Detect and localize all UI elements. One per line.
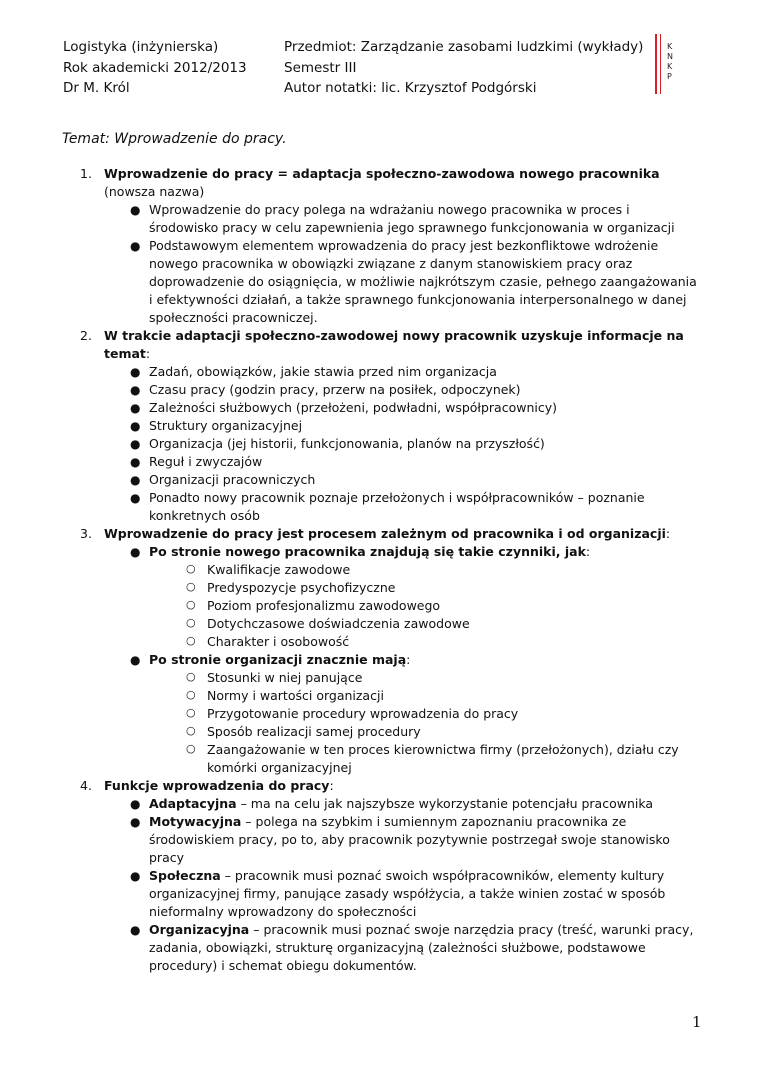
- header-left: [63, 37, 247, 99]
- circle-bullet-icon: ○: [186, 688, 196, 701]
- document-body: [0, 165, 760, 975]
- logo-letters: [667, 42, 673, 82]
- list-item: [0, 435, 760, 453]
- section-title: Funkcje wprowadzenia do pracy: [104, 778, 330, 793]
- list-item: [0, 867, 760, 921]
- list-item: [0, 381, 760, 399]
- circle-bullet-icon: ○: [186, 670, 196, 683]
- list-item-text: Predyspozycje psychofizyczne: [207, 580, 396, 595]
- section-2-heading: [0, 327, 760, 363]
- function-description: – pracownik musi poznać swoich współpracowników, elementy kultury organizacyjnej firmy, panujące zasady współżycia, a także winien zostać w sposób nieformalny wprowadzony do społeczności: [149, 868, 666, 919]
- bullet-icon: ●: [130, 203, 141, 217]
- list-item: [0, 795, 760, 813]
- section-number: 3.: [80, 526, 92, 541]
- section-title-suffix: :: [145, 346, 151, 361]
- field-of-study: Logistyka (inżynierska): [63, 39, 219, 55]
- function-term: Motywacyjna: [149, 814, 242, 829]
- lecturer: Dr M. Król: [63, 80, 130, 96]
- list-item: [0, 597, 760, 615]
- section-title-suffix: (nowsza nazwa): [104, 184, 205, 199]
- list-item: [0, 723, 760, 741]
- bullet-icon: ●: [130, 401, 141, 415]
- logo-letter: K: [667, 62, 673, 71]
- subheading-suffix: :: [406, 652, 411, 667]
- circle-bullet-icon: ○: [186, 634, 196, 647]
- list-item: [0, 399, 760, 417]
- list-item-text: Zaangażowanie w ten proces kierownictwa firmy (przełożonych), działu czy komórki organizacyjnej: [207, 742, 679, 775]
- logo-letter: N: [667, 52, 673, 61]
- function-description: – polega na szybkim i sumiennym zapoznaniu pracownika ze środowiskiem pracy, po to, aby pracownik pozytywnie postrzegał swoje stanowisko pracy: [149, 814, 670, 865]
- list-item: [0, 579, 760, 597]
- list-item: [0, 669, 760, 687]
- bullet-icon: ●: [130, 437, 141, 451]
- logo-bar-thin-icon: [660, 34, 661, 94]
- bullet-icon: ●: [130, 869, 141, 883]
- list-item: [0, 741, 760, 777]
- list-item-text: Przygotowanie procedury wprowadzenia do pracy: [207, 706, 519, 721]
- subheading-employee-side: [0, 543, 760, 561]
- list-item-text: Zadań, obowiązków, jakie stawia przed nim organizacja: [149, 364, 497, 379]
- bullet-icon: ●: [130, 545, 141, 559]
- bullet-icon: ●: [130, 419, 141, 433]
- list-item: [0, 921, 760, 975]
- section-number: 2.: [80, 328, 92, 343]
- section-number: 4.: [80, 778, 92, 793]
- section-number: 1.: [80, 166, 92, 181]
- bullet-icon: ●: [130, 455, 141, 469]
- section-title: Wprowadzenie do pracy = adaptacja społeczno-zawodowa nowego pracownika: [104, 166, 660, 181]
- list-item: [0, 471, 760, 489]
- list-item-text: Dotychczasowe doświadczenia zawodowe: [207, 616, 470, 631]
- list-item: [0, 417, 760, 435]
- logo-letter: P: [667, 72, 672, 81]
- list-item: [0, 705, 760, 723]
- bullet-icon: ●: [130, 365, 141, 379]
- section-title: Wprowadzenie do pracy jest procesem zależnym od pracownika i od organizacji: [104, 526, 666, 541]
- bullet-icon: ●: [130, 383, 141, 397]
- topic-heading: Temat: Wprowadzenie do pracy.: [62, 131, 287, 147]
- function-term: Organizacyjna: [149, 922, 250, 937]
- bullet-icon: ●: [130, 473, 141, 487]
- list-item: [0, 489, 760, 525]
- list-item-text: Struktury organizacyjnej: [149, 418, 303, 433]
- list-item-text: Charakter i osobowość: [207, 634, 350, 649]
- bullet-icon: ●: [130, 797, 141, 811]
- list-item-text: Stosunki w niej panujące: [207, 670, 363, 685]
- logo-bar-icon: [655, 34, 657, 94]
- section-4-heading: [0, 777, 760, 795]
- list-item: [0, 615, 760, 633]
- function-description: – pracownik musi poznać swoje narzędzia pracy (treść, warunki pracy, zadania, obowiązki, strukturę organizacyjną (zależności służbowe, podstawowe procedury) i schemat obiegu dokumentów.: [149, 922, 694, 973]
- circle-bullet-icon: ○: [186, 724, 196, 737]
- section-title-suffix: :: [329, 778, 334, 793]
- list-item: [0, 237, 760, 327]
- list-item-text: Podstawowym elementem wprowadzenia do pracy jest bezkonfliktowe wdrożenie nowego pracownika w obowiązki związane z danym stanowiskiem pracy oraz doprowadzenie do osiągnięcia, w możliwie najkrótszym czasie, pełnego zaangażowania i efektywności działań, a także sprawnego funkcjonowania interpersonalnego w danej społeczności pracowniczej.: [149, 238, 697, 325]
- list-item: [0, 453, 760, 471]
- circle-bullet-icon: ○: [186, 706, 196, 719]
- subject: Przedmiot: Zarządzanie zasobami ludzkimi (wykłady): [284, 39, 644, 55]
- subheading-text: Po stronie organizacji znacznie mają: [149, 652, 407, 667]
- list-item: [0, 687, 760, 705]
- list-item-text: Zależności służbowych (przełożeni, podwładni, współpracownicy): [149, 400, 557, 415]
- list-item: [0, 813, 760, 867]
- section-title: W trakcie adaptacji społeczno-zawodowej nowy pracownik uzyskuje informacje na temat: [104, 328, 684, 361]
- list-item-text: Normy i wartości organizacji: [207, 688, 384, 703]
- circle-bullet-icon: ○: [186, 616, 196, 629]
- bullet-icon: ●: [130, 923, 141, 937]
- list-item-text: Reguł i zwyczajów: [149, 454, 263, 469]
- function-term: Adaptacyjna: [149, 796, 237, 811]
- function-description: – ma na celu jak najszybsze wykorzystanie potencjału pracownika: [236, 796, 654, 811]
- subheading-organization-side: [0, 651, 760, 669]
- section-3-heading: [0, 525, 760, 543]
- section-title-suffix: :: [665, 526, 671, 541]
- bullet-icon: ●: [130, 491, 141, 505]
- circle-bullet-icon: ○: [186, 562, 196, 575]
- logo-letter: K: [667, 42, 673, 51]
- circle-bullet-icon: ○: [186, 598, 196, 611]
- page-number: 1: [692, 1013, 702, 1031]
- list-item-text: Wprowadzenie do pracy polega na wdrażaniu nowego pracownika w proces i środowisko pracy w celu zapewnienia jego sprawnego funkcjonowania w organizacji: [149, 202, 675, 235]
- semester: Semestr III: [284, 59, 357, 76]
- bullet-icon: ●: [130, 239, 141, 253]
- list-item-text: Organizacja (jej historii, funkcjonowania, planów na przyszłość): [149, 436, 545, 451]
- list-item-text: Ponadto nowy pracownik poznaje przełożonych i współpracowników – poznanie konkretnych osób: [149, 490, 645, 523]
- subheading-text: Po stronie nowego pracownika znajdują się takie czynniki, jak: [149, 544, 586, 559]
- list-item: [0, 633, 760, 651]
- section-1-heading: [0, 165, 760, 201]
- circle-bullet-icon: ○: [186, 580, 196, 593]
- list-item: [0, 561, 760, 579]
- circle-bullet-icon: ○: [186, 742, 196, 755]
- function-term: Społeczna: [149, 868, 221, 883]
- subheading-suffix: :: [585, 544, 591, 559]
- list-item-text: Organizacji pracowniczych: [149, 472, 316, 487]
- list-item: [0, 363, 760, 381]
- header-right: [284, 37, 643, 99]
- note-author: Autor notatki: lic. Krzysztof Podgórski: [284, 80, 537, 96]
- bullet-icon: ●: [130, 653, 141, 667]
- bullet-icon: ●: [130, 815, 141, 829]
- list-item-text: Poziom profesjonalizmu zawodowego: [207, 598, 441, 613]
- list-item-text: Sposób realizacji samej procedury: [207, 724, 421, 739]
- list-item-text: Kwalifikacje zawodowe: [207, 562, 351, 577]
- academic-year: Rok akademicki 2012/2013: [63, 59, 247, 76]
- knkp-logo: [653, 34, 689, 94]
- list-item: [0, 201, 760, 237]
- list-item-text: Czasu pracy (godzin pracy, przerw na posiłek, odpoczynek): [149, 382, 521, 397]
